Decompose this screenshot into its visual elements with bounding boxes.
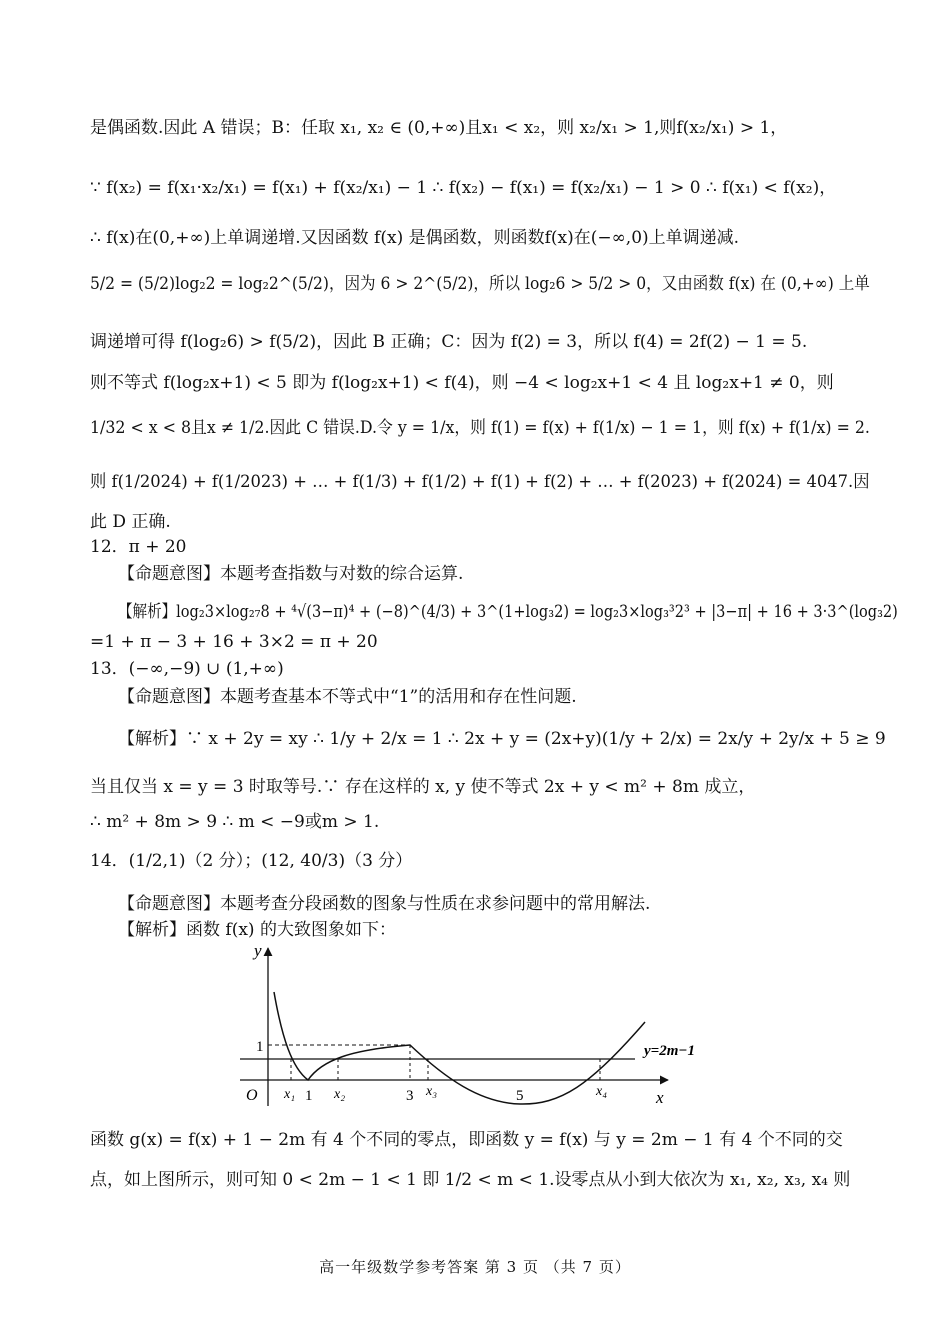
analysis-12: 【解析】log₂3×log₂₇8 + ⁴√(3−π)⁴ + (−8)^(4/3) + 3^(1+log₃2) = log₂3×log₃³2³ + |3−π| + 16 + 3·3^(log₃2) (118, 602, 898, 622)
answer-13: 13．(−∞,−9) ∪ (1,+∞) (90, 659, 284, 679)
root-x4: x₄ (596, 1084, 608, 1099)
text-line-9: 此 D 正确. (90, 512, 171, 532)
text-line-3: ∴ f(x)在(0,+∞)上单调递增.又因函数 f(x) 是偶函数，则函数f(x)在(−∞,0)上单调递减. (90, 228, 740, 248)
text-line-8: 则 f(1/2024) + f(1/2023) + … + f(1/3) + f(1/2) + f(1) + f(2) + … + f(2023) + f(2024) = 4047.因 (90, 472, 870, 492)
function-graph (230, 938, 730, 1110)
y-axis-label: y (254, 941, 262, 960)
origin-label: O (246, 1087, 258, 1104)
text-line-23: 点，如上图所示，则可知 0 < 2m − 1 < 1 即 1/2 < m < 1.设零点从小到大依次为 x₁, x₂, x₃, x₄ 则 (90, 1170, 851, 1190)
y-tick-1: 1 (256, 1039, 264, 1055)
answer-12: 12．π + 20 (90, 537, 187, 557)
analysis-14: 【解析】函数 f(x) 的大致图象如下： (118, 920, 396, 940)
tick-3: 3 (406, 1088, 414, 1104)
text-line-1: 是偶函数.因此 A 错误；B：任取 x₁, x₂ ∈ (0,+∞)且x₁ < x₂，则 x₂/x₁ > 1,则f(x₂/x₁) > 1， (90, 118, 788, 138)
root-x1: x₁ (284, 1087, 296, 1102)
text-line-2: ∵ f(x₂) = f(x₁·x₂/x₁) = f(x₁) + f(x₂/x₁) − 1 ∴ f(x₂) − f(x₁) = f(x₂/x₁) − 1 > 0 ∴ f(x₁) < f(x₂)， (90, 178, 837, 198)
intent-13: 【命题意图】本题考查基本不等式中“1”的活用和存在性问题. (118, 687, 577, 707)
tick-1: 1 (305, 1088, 313, 1104)
text-line-18: ∴ m² + 8m > 9 ∴ m < −9或m > 1. (90, 812, 380, 832)
root-x3: x₃ (426, 1084, 438, 1099)
analysis-13: 【解析】∵ x + 2y = xy ∴ 1/y + 2/x = 1 ∴ 2x + y = (2x+y)(1/y + 2/x) = 2x/y + 2y/x + 5 ≥ 9 (118, 729, 886, 749)
text-line-22: 函数 g(x) = f(x) + 1 − 2m 有 4 个不同的零点，即函数 y = f(x) 与 y = 2m − 1 有 4 个不同的交 (90, 1130, 843, 1150)
tick-5: 5 (516, 1088, 524, 1104)
answer-14: 14．(1/2,1)（2 分）；(12, 40/3)（3 分） (90, 851, 413, 871)
line-label: y=2m−1 (644, 1043, 695, 1059)
function-curve (274, 992, 645, 1104)
root-x2: x₂ (334, 1087, 346, 1102)
text-line-7: 1/32 < x < 8且x ≠ 1/2.因此 C 错误.D.令 y = 1/x，则 f(1) = f(x) + f(1/x) − 1 = 1，则 f(x) + f(1/x) = 2. (90, 418, 870, 438)
text-line-17: 当且仅当 x = y = 3 时取等号.∵ 存在这样的 x, y 使不等式 2x + y < m² + 8m 成立， (90, 777, 756, 797)
text-line-6: 则不等式 f(log₂x+1) < 5 即为 f(log₂x+1) < f(4)，则 −4 < log₂x+1 < 4 且 log₂x+1 ≠ 0，则 (90, 373, 834, 393)
result-12: =1 + π − 3 + 16 + 3×2 = π + 20 (90, 632, 378, 652)
x-axis-label: x (656, 1088, 664, 1107)
text-line-4: 5/2 = (5/2)log₂2 = log₂2^(5/2)，因为 6 > 2^(5/2)，所以 log₂6 > 5/2 > 0，又由函数 f(x) 在 (0,+∞) 上单 (90, 274, 870, 294)
intent-12: 【命题意图】本题考查指数与对数的综合运算. (118, 564, 464, 584)
page-footer: 高一年级数学参考答案 第 3 页 （共 7 页） (319, 1258, 631, 1276)
intent-14: 【命题意图】本题考查分段函数的图象与性质在求参问题中的常用解法. (118, 894, 651, 914)
text-line-5: 调递增可得 f(log₂6) > f(5/2)，因此 B 正确；C：因为 f(2) = 3，所以 f(4) = 2f(2) − 1 = 5. (90, 332, 808, 352)
